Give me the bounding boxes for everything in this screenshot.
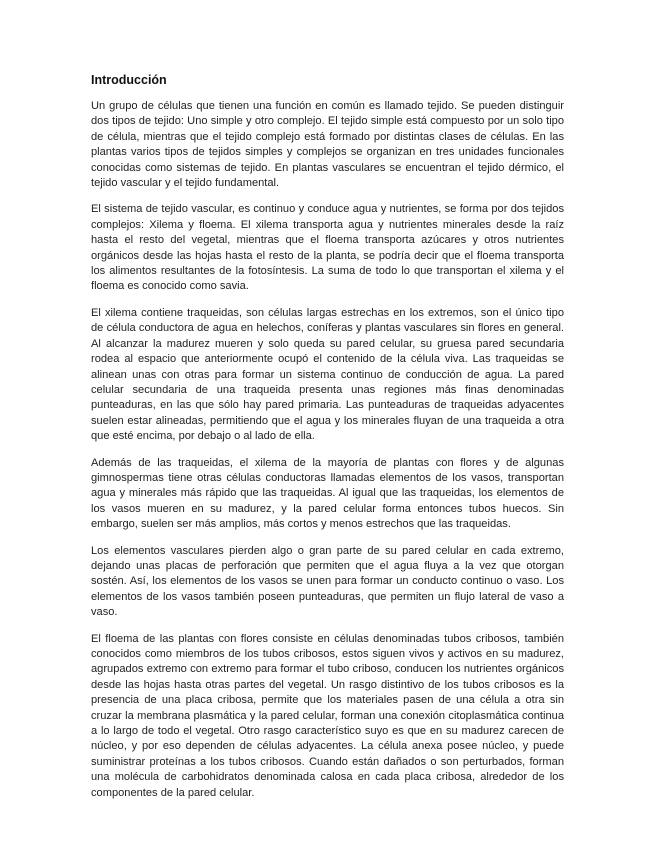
paragraph-4: Además de las traqueidas, el xilema de la mayoría de plantas con flores y de algunas gimnospermas tiene otras células conductoras llamadas elementos de los vasos, transportan agua y minerales más rápido que las traqueidas. Al igual que las traqueidas, los elementos de los vasos mueren en su madurez, y la pared celular forma entonces tubos huecos. Sin embargo, suelen ser más amplios, más cortos y menos estrechos que las traqueidas. [91, 456, 564, 531]
section-title: Introducción [91, 73, 167, 87]
paragraph-1: Un grupo de células que tienen una función en común es llamado tejido. Se pueden distinguir dos tipos de tejido: Uno simple y otro complejo. El tejido simple está compuesto por un solo tipo de célula, mientras que el tejido complejo está formado por distintas clases de células. En las plantas varios tipos de tejidos simples y complejos se organizan en tres unidades funcionales conocidas como sistemas de tejido. En plantas vasculares se encuentran el tejido dérmico, el tejido vascular y el tejido fundamental. [91, 100, 564, 190]
document-body [91, 72, 564, 812]
paragraph-2: El sistema de tejido vascular, es continuo y conduce agua y nutrientes, se forma por dos tejidos complejos: Xilema y floema. El xilema transporta agua y nutrientes minerales desde la raíz hasta el resto del vegetal, mientras que el floema transporta azúcares y otros nutrientes orgánicos desde las hojas hasta el resto de la planta, se podría decir que el floema transporta los alimentos resultantes de la fotosíntesis. La suma de todo lo que transportan el xilema y el floema es conocido como savia. [91, 203, 564, 293]
paragraph-3: El xilema contiene traqueidas, son células largas estrechas en los extremos, son el único tipo de célula conductora de agua en helechos, coníferas y plantas vasculares sin flores en general. Al alcanzar la madurez mueren y solo queda su pared celular, su gruesa pared secundaria rodea al espacio que anteriormente ocupó el contenido de la célula viva. Las traqueidas se alinean unas con otras para formar un sistema continuo de conducción de agua. La pared celular secundaria de una traqueida presenta unas regiones más finas denominadas punteaduras, en las que sólo hay pared primaria. Las punteaduras de traqueidas adyacentes suelen estar alineadas, permitiendo que el agua y los minerales fluyan de una traqueida a otra que esté encima, por debajo o al lado de ella. [91, 306, 564, 443]
paragraph-6: El floema de las plantas con flores consiste en células denominadas tubos cribosos, también conocidos como miembros de los tubos cribosos, estos siguen vivos y activos en su madurez, agrupados extremo con extremo para formar el tubo criboso, conducen los nutrientes orgánicos desde las hojas hasta otras partes del vegetal. Un rasgo distintivo de los tubos cribosos es la presencia de una placa cribosa, permite que los materiales pasen de una célula a otra sin cruzar la membrana plasmática y la pared celular, forman una conexión citoplasmática continua a lo largo de todo el vegetal. Otro rasgo característico suyo es que en su madurez carecen de núcleo, y por eso dependen de células adyacentes. La célula anexa posee núcleo, y puede suministrar proteínas a los tubos cribosos. Cuando están dañados o son perturbados, forman una molécula de carbohidratos denominada calosa en cada placa cribosa, alrededor de los componentes de la pared celular. [91, 632, 564, 799]
paragraph-5: Los elementos vasculares pierden algo o gran parte de su pared celular en cada extremo, dejando unas placas de perforación que permiten que el agua fluya a la vez que otorgan sostén. Así, los elementos de los vasos se unen para formar un conducto continuo o vaso. Los elementos de los vasos también poseen punteaduras, que permiten un flujo lateral de vaso a vaso. [91, 544, 564, 619]
